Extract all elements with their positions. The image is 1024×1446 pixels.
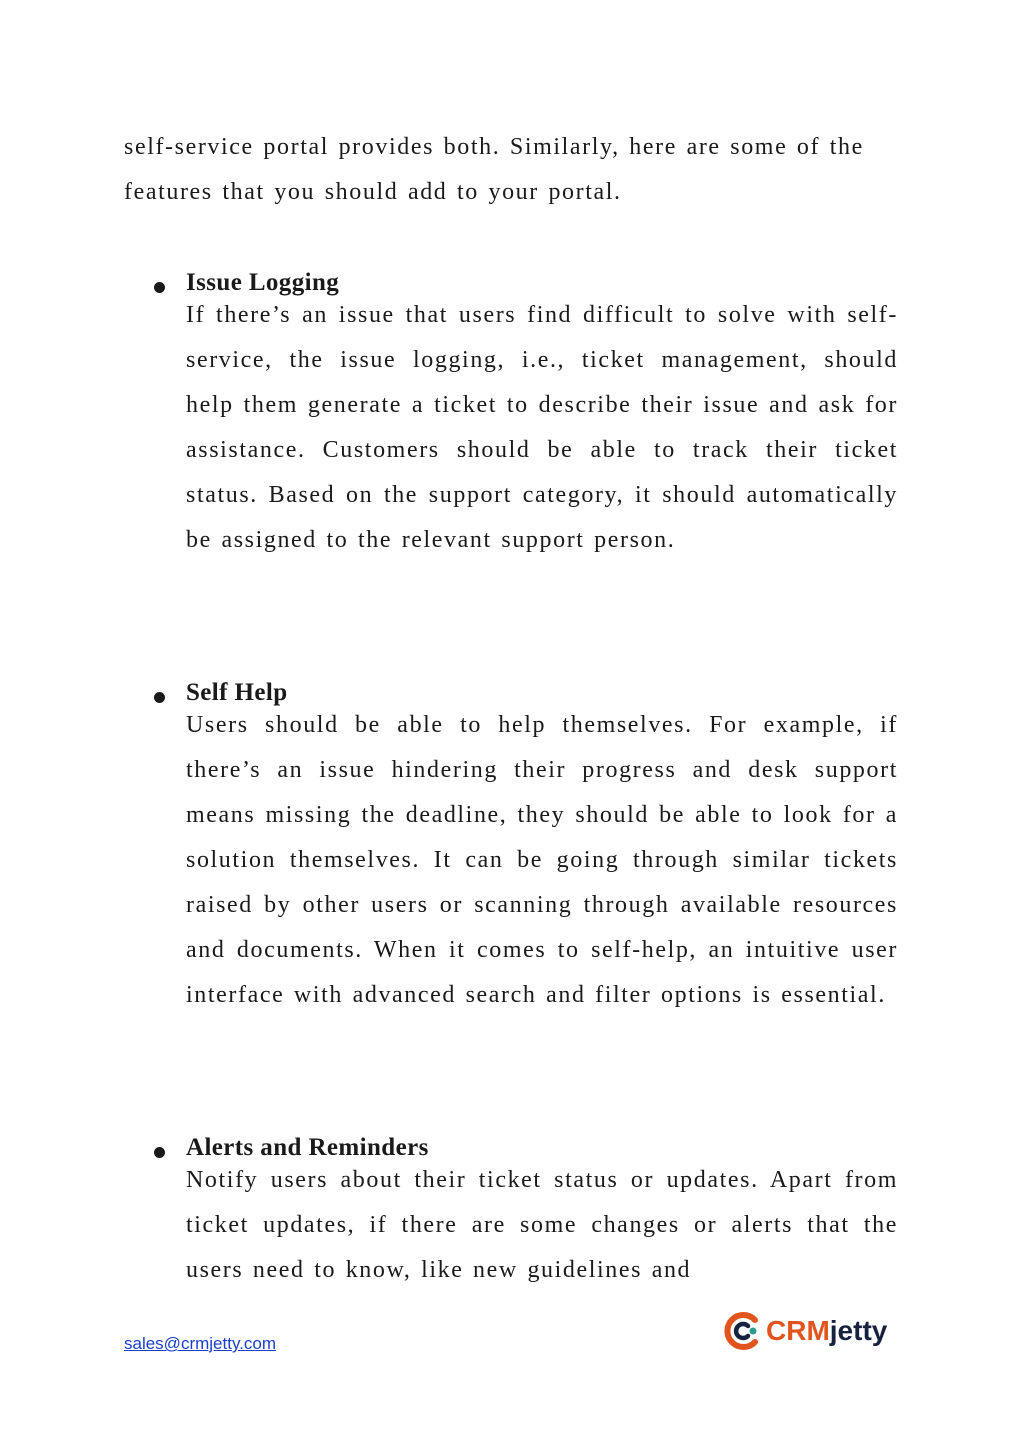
logo-text-crm: CRM (766, 1315, 830, 1346)
bullet-icon (154, 282, 165, 293)
footer-email-link[interactable]: sales@crmjetty.com (124, 1334, 277, 1353)
bullet-icon (154, 692, 165, 703)
section-heading: Issue Logging (186, 269, 340, 296)
section-body: If there’s an issue that users find difficult to solve with self-service, the issue logging, i.e., ticket management, should help them generate a ticket to describe their issue and ask for assistance. Customers should be able to track their ticket status. Based on the support category, it should automatically be assigned to the relevant support person. (186, 302, 898, 553)
logo-wordmark (766, 1314, 887, 1348)
section-body: Users should be able to help themselves. For example, if there’s an issue hindering their progress and desk support means missing the deadline, they should be able to look for a solution themselves. It can be going through similar tickets raised by other users or scanning through available resources and documents. When it comes to self-help, an intuitive user interface with advanced search and filter options is essential. (186, 712, 898, 1008)
section-body: Notify users about their ticket status or updates. Apart from ticket updates, if there are some changes or alerts that the users need to know, like new guidelines and (186, 1167, 898, 1283)
intro-paragraph: self-service portal provides both. Similarly, here are some of the features that you should add to your portal. (124, 134, 864, 205)
crmjetty-logo (722, 1308, 898, 1354)
bullet-icon (154, 1147, 165, 1158)
section-heading: Alerts and Reminders (186, 1134, 429, 1161)
crmjetty-logo-icon (722, 1311, 762, 1351)
logo-text-jetty: jetty (829, 1315, 888, 1346)
section-heading: Self Help (186, 679, 288, 706)
